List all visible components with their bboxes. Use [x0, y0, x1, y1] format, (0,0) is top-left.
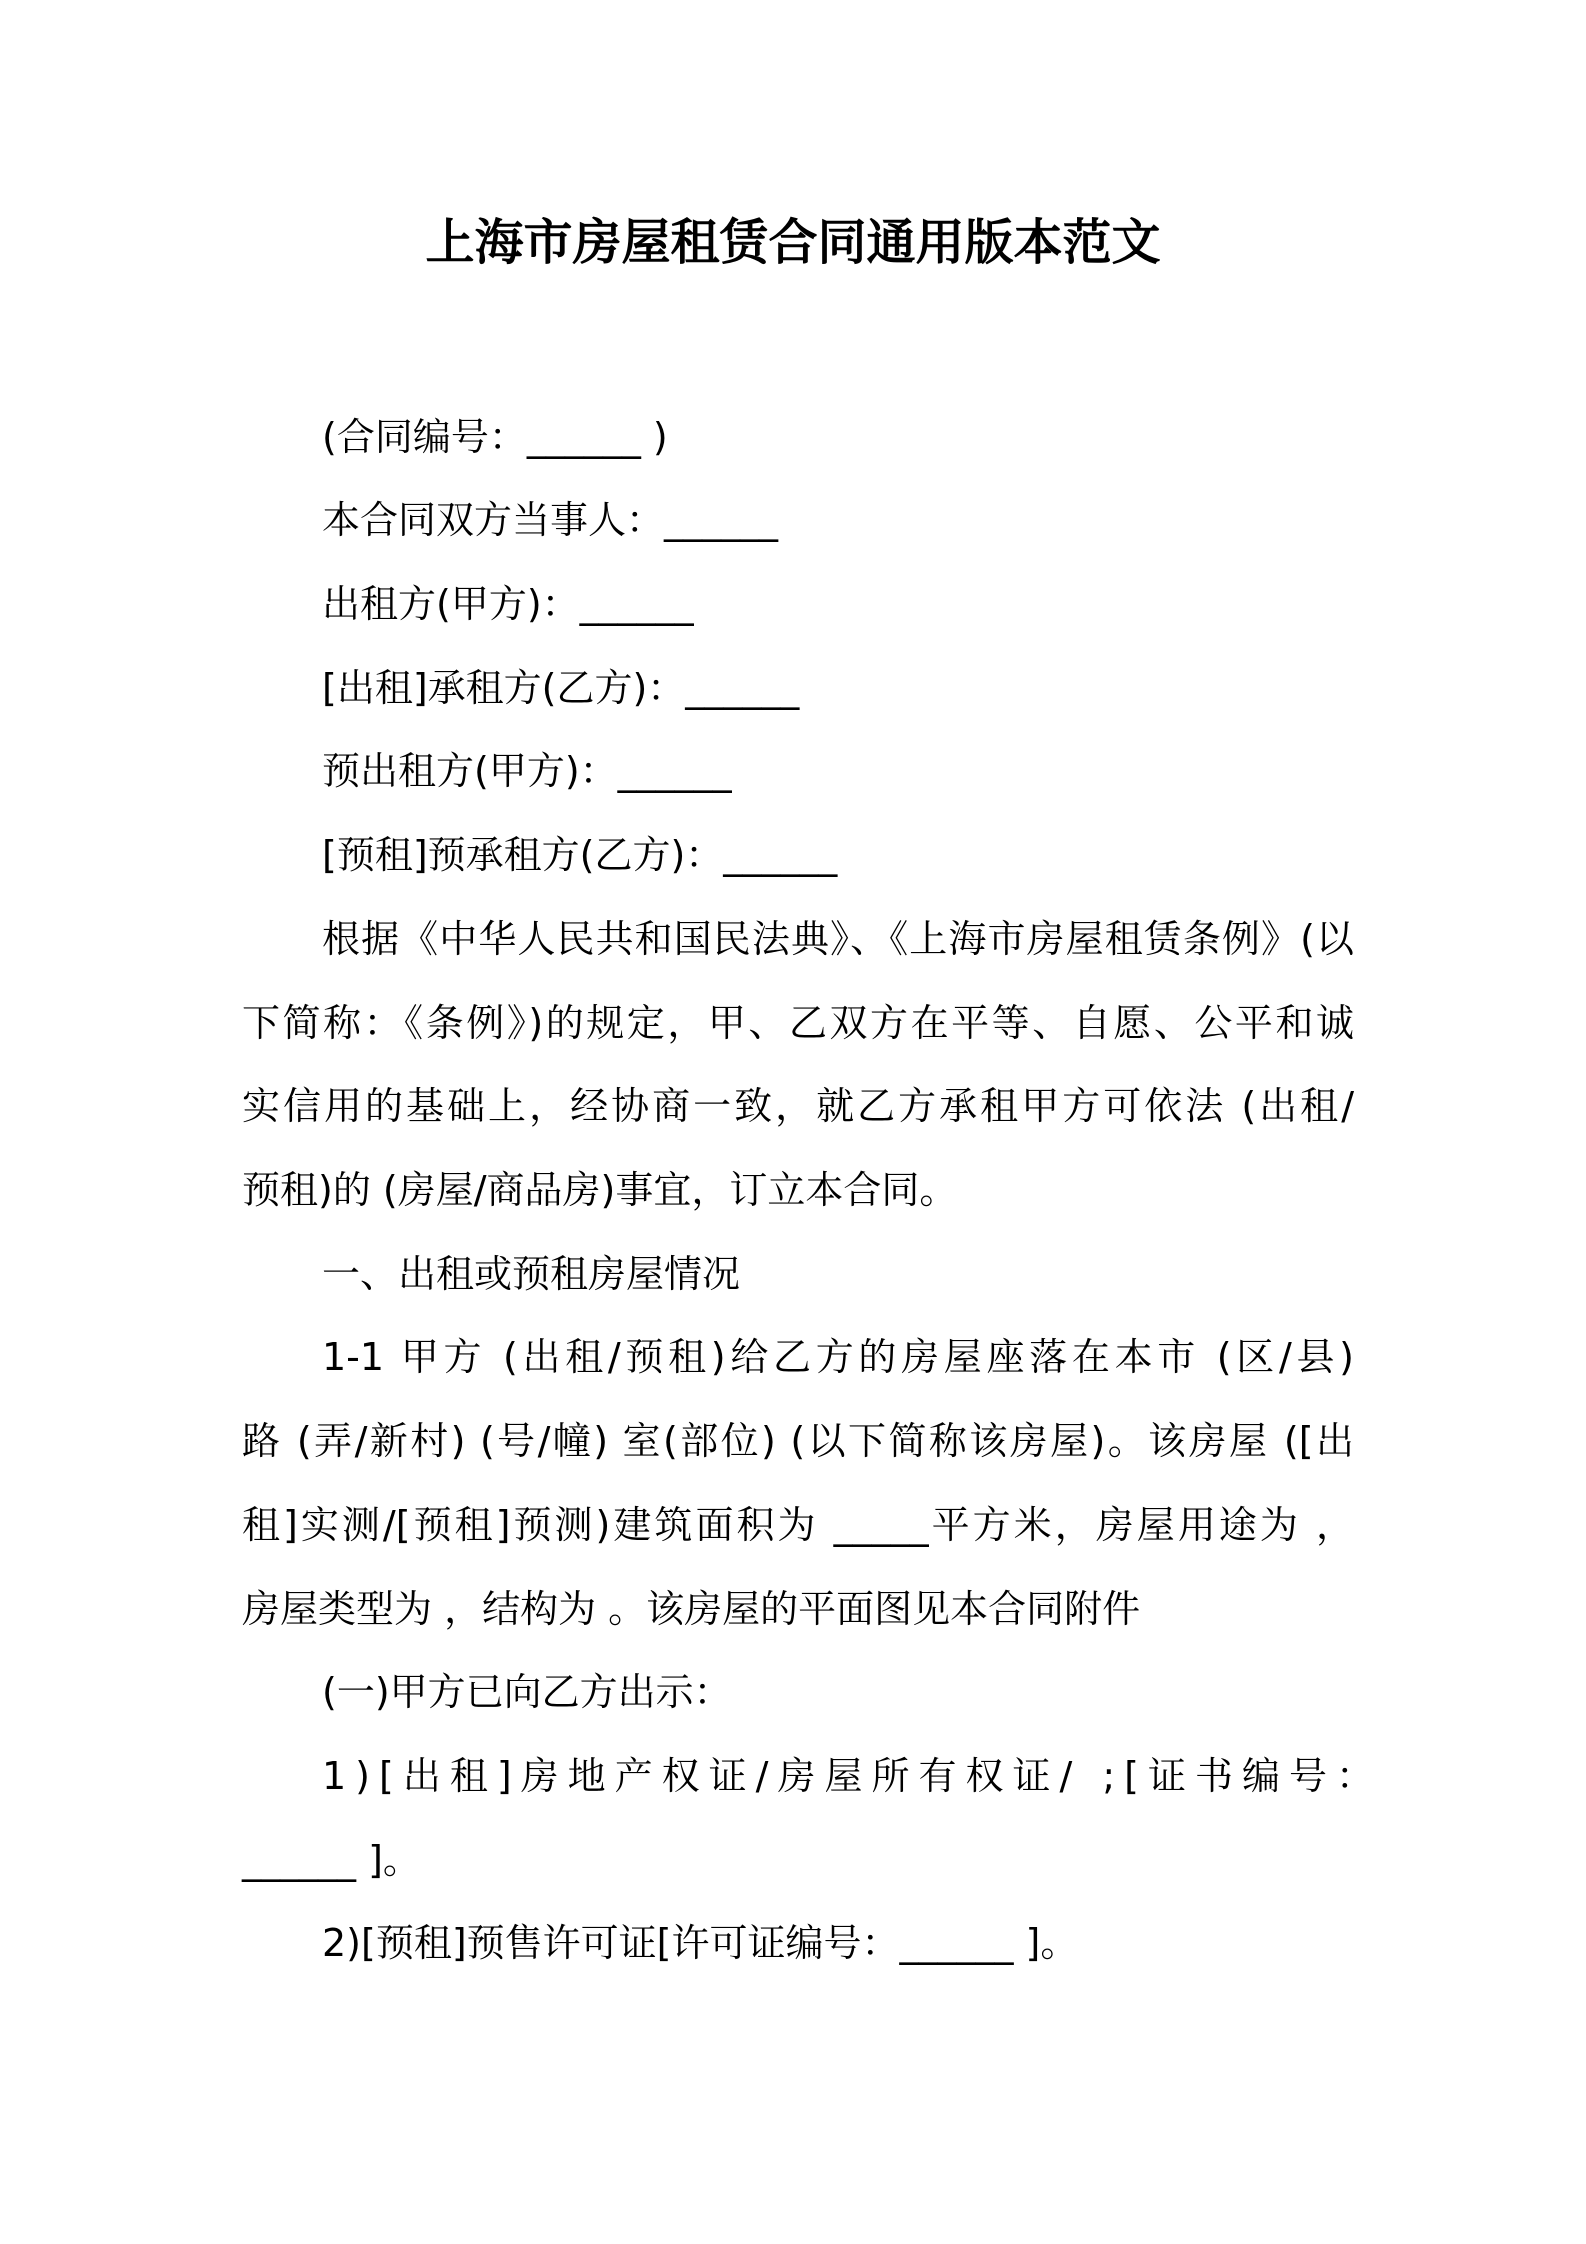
- section-heading: 一、出租或预租房屋情况: [322, 1252, 741, 1296]
- subsection-heading: (一)甲方已向乙方出示：: [322, 1670, 732, 1714]
- preamble-line-3: 实信用的基础上，经协商一致，就乙方承租甲方可依法 (出租/: [242, 1084, 1354, 1128]
- pre-lessee-line: [预租]预承租方(乙方)：______: [322, 833, 838, 877]
- preamble-line-2: 下简称：《条例》)的规定，甲、乙双方在平等、自愿、公平和诚: [242, 1001, 1354, 1045]
- lessee-line: [出租]承租方(乙方)：______: [322, 666, 800, 710]
- pre-lessor-line: 预出租方(甲方)：______: [322, 749, 732, 793]
- lessor-line: 出租方(甲方)：______: [322, 582, 694, 626]
- clause-1-1-line-1: 1-1 甲方 (出租/预租)给乙方的房屋座落在本市 (区/县): [322, 1335, 1354, 1379]
- clause-1-1-line-2: 路 (弄/新村) (号/幢) 室(部位) (以下简称该房屋)。该房屋 ([出: [242, 1419, 1354, 1463]
- contract-number-line: (合同编号：______ ): [322, 415, 668, 459]
- preamble-line-4: 预租)的 (房屋/商品房)事宜，订立本合同。: [242, 1168, 958, 1212]
- item-2-line: 2)[预租]预售许可证[许可证编号：______ ]。: [322, 1921, 1079, 1965]
- clause-1-1-line-4: 房屋类型为 ，结构为 。该房屋的平面图见本合同附件: [242, 1587, 1141, 1631]
- item-1-line-2: ______ ]。: [242, 1838, 421, 1882]
- clause-1-1-line-3: 租]实测/[预租]预测)建筑面积为 _____平方米，房屋用途为 ，: [242, 1503, 1354, 1547]
- item-1-line-1: 1)[出租]房地产权证/房屋所有权证/ ;[证书编号：: [322, 1754, 1383, 1798]
- preamble-line-1: 根据《中华人民共和国民法典》、《上海市房屋租赁条例》(以: [322, 917, 1354, 961]
- document-title: 上海市房屋租赁合同通用版本范文: [425, 214, 1161, 271]
- parties-line: 本合同双方当事人：______: [322, 498, 779, 542]
